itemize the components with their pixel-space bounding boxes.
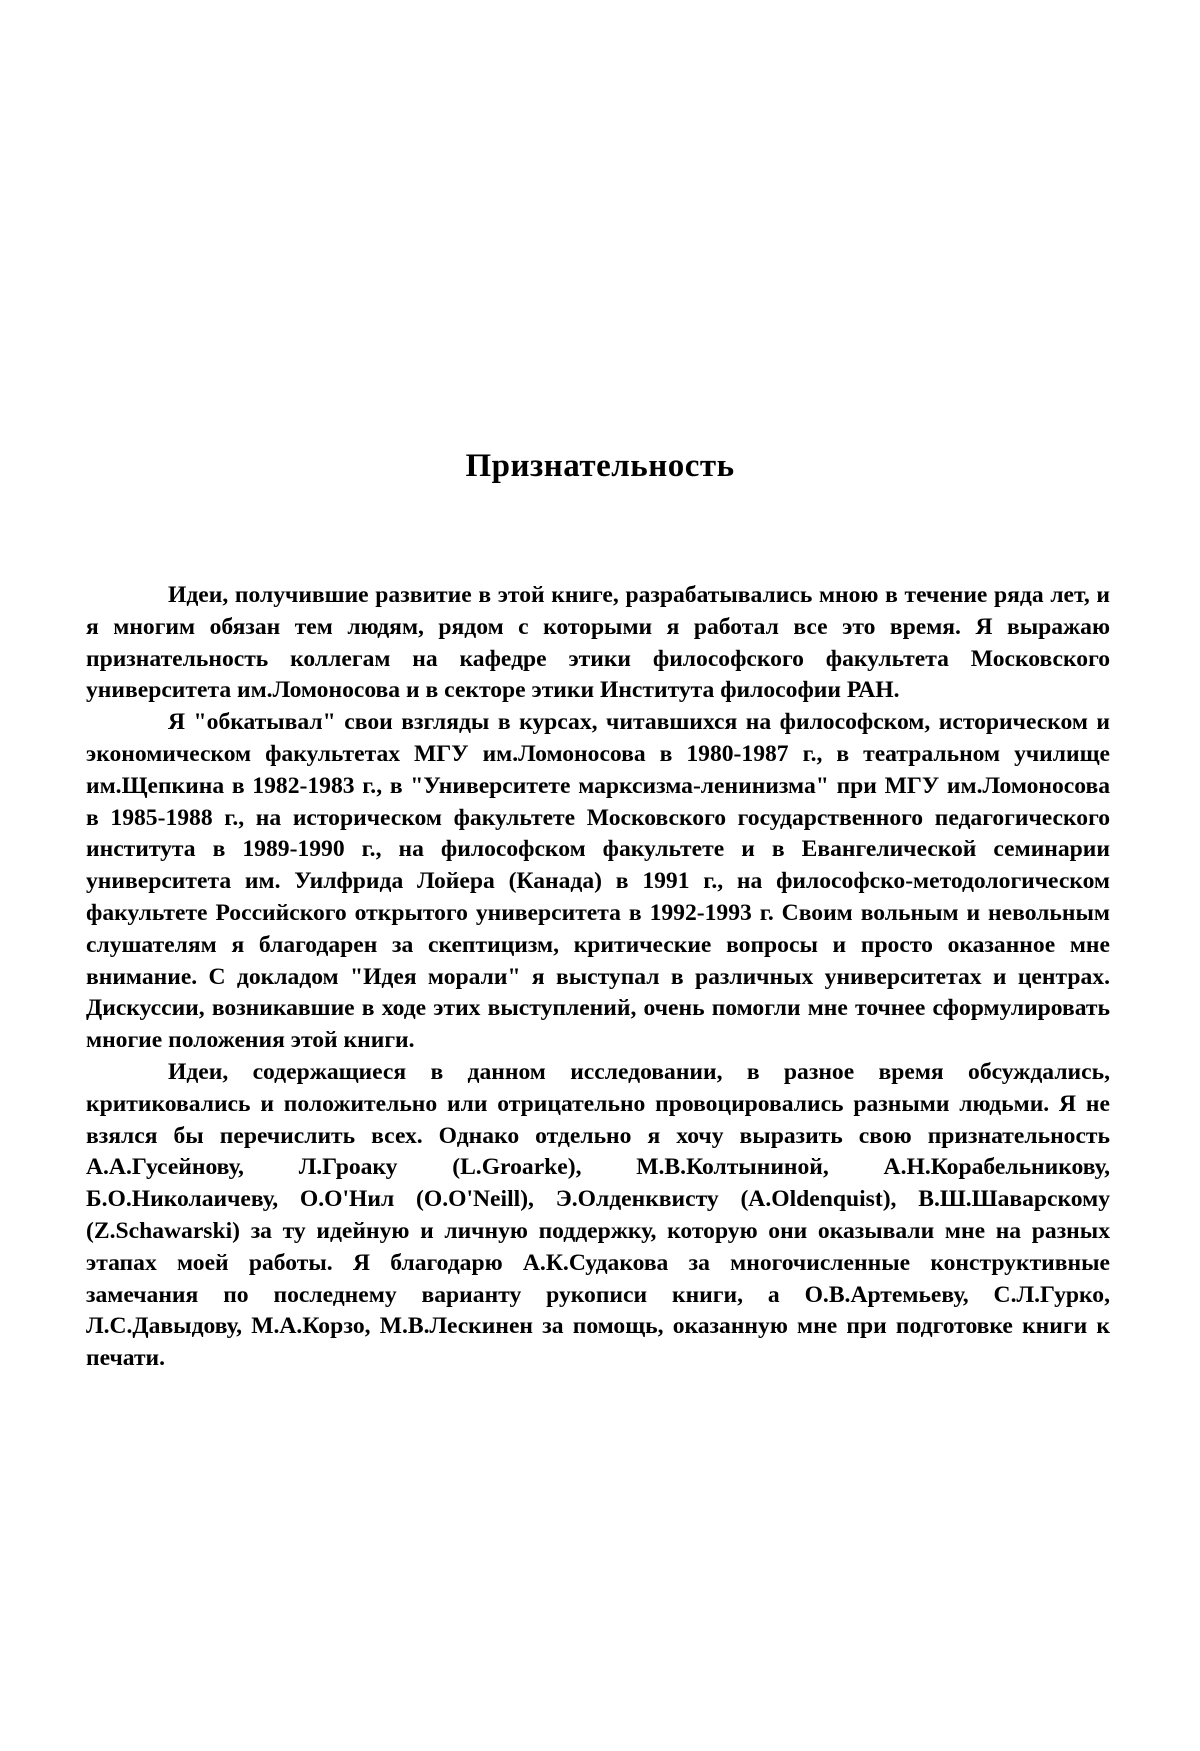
paragraph-3: Идеи, содержащиеся в данном исследовании, в разное время обсуждались, критиковались и положительно или отрицательно провоцировались разными людьми. Я не взялся бы перечислить всех. Однако отдельно я хочу выразить свою признательность А.А.Гусейнову, Л.Гроаку (L.Groarke), М.В.Колтыниной, А.Н.Корабельникову, Б.О.Николаичеву, О.О'Нил (O.O'Neill), Э.Олденквисту (A.Oldenquist), В.Ш.Шаварскому (Z.Schawarski) за ту идейную и личную поддержку, которую они оказывали мне на разных этапах моей работы. Я благодарю А.К.Судакова за многочисленные конструктивные замечания по последнему варианту рукописи книги, а О.В.Артемьеву, С.Л.Гурко, Л.С.Давыдову, М.А.Корзо, М.В.Лескинен за помощь, оказанную мне при подготовке книги к печати.	[86, 1058, 1110, 1372]
acknowledgements-text	[86, 580, 1110, 1375]
paragraph-1: Идеи, получившие развитие в этой книге, разрабатывались мною в течение ряда лет, и я многим обязан тем людям, рядом с которыми я работал все это время. Я выражаю признательность коллегам на кафедре этики философского факультета Московского университета им.Ломоносова и в секторе этики Института философии РАН.	[86, 582, 1110, 704]
paragraph-2: Я "обкатывал" свои взгляды в курсах, читавшихся на философском, историческом и экономическом факультетах МГУ им.Ломоносова в 1980-1987 г., в театральном училище им.Щепкина в 1982-1983 г., в "Университете марксизма-ленинизма" при МГУ им.Ломоносова в 1985-1988 г., на историческом факультете Московского государственного педагогического института в 1989-1990 г., на философском факультете и в Евангелической семинарии университета им. Уилфрида Лойера (Канада) в 1991 г., на философско-методологическом факультете Российского открытого университета в 1992-1993 г. Своим вольным и невольным слушателям я благодарен за скептицизм, критические вопросы и просто оказанное мне внимание. С докладом "Идея морали" я выступал в различных университетах и центрах. Дискуссии, возникавшие в ходе этих выступлений, очень помогли мне точнее сформулировать многие положения этой книги.	[86, 709, 1110, 1054]
page-title: Признательность	[465, 448, 735, 484]
